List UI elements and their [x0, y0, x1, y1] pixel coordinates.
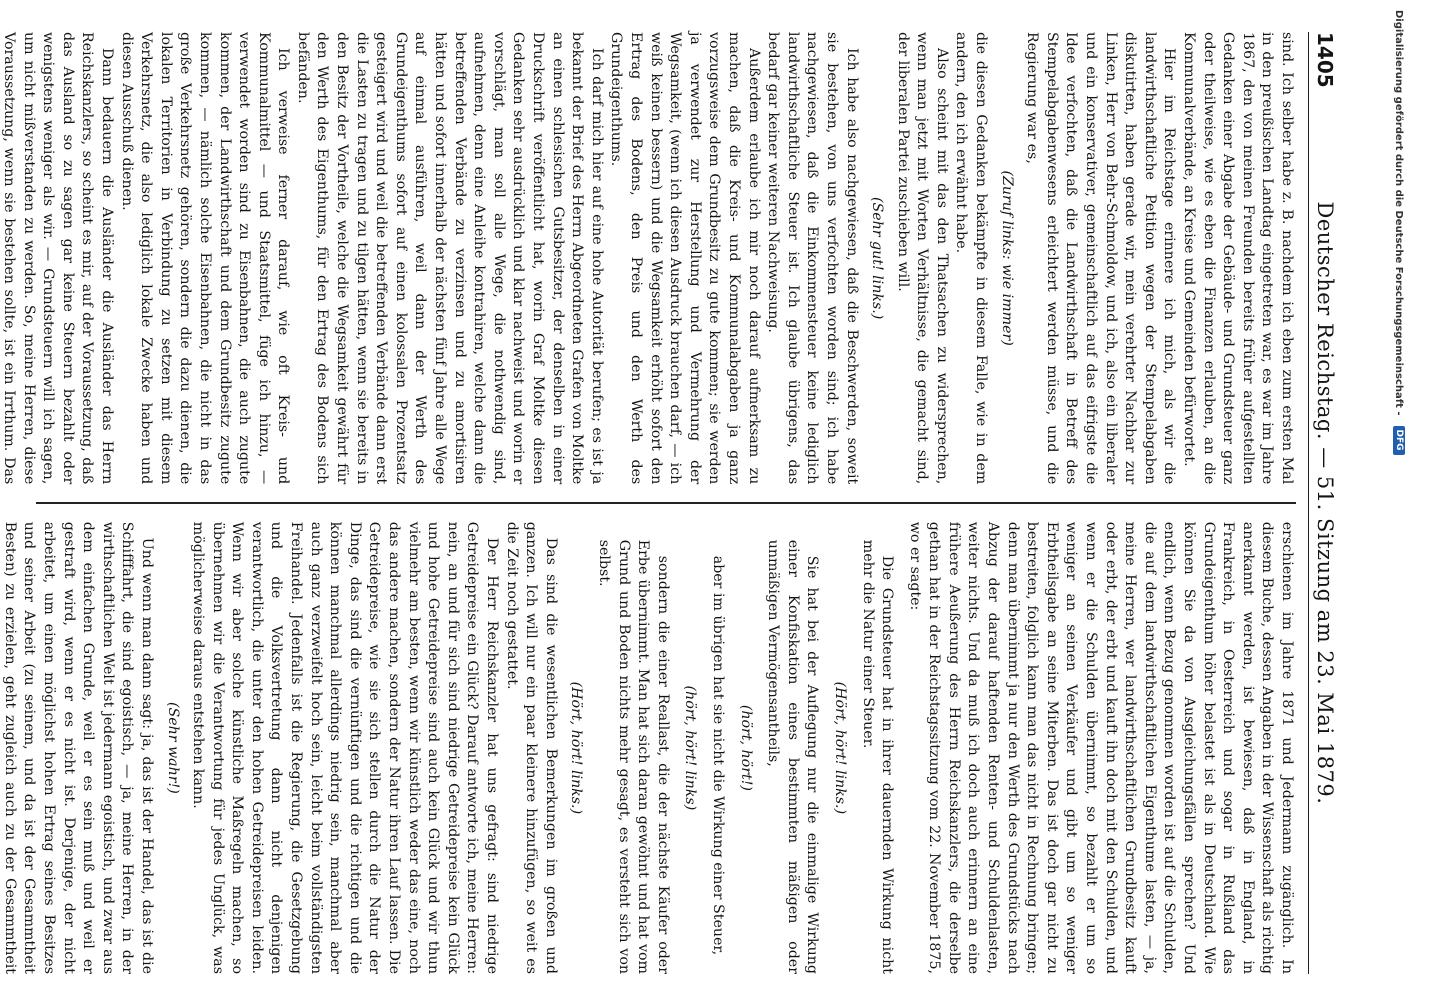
interjection: (Zuruf links: wie immer) — [998, 170, 1015, 346]
paragraph: Dann bedauern die Ausländer die Ausländer das Herrn Reichskanzlers, so scheint es mir, auf der Voraussetzung, daß das Ausland so zu sagen gar keine Steuern bezahlt oder wenigstens weniger als wir. — Grundsteuern will ich sagen, um nicht mißverstanden zu werden. So, meine Herren, diese Voraussetzung, wenn sie bestehen sollte, ist ein Irrthum. Das — [1, 32, 115, 485]
digitization-note-text: Digitalisierung gefördert durch die Deutsche Forschungsgemeinschaft - — [1393, 10, 1405, 416]
paragraph: Der Herr Reichskanzler hat uns gefragt: sind niedrige Getreidepreise ein Glück? Darauf antworte ich, meine Herren: nein, an und für sich sind niedrige Getreidepreise kein Glück und hohe Getreidepreise sind auch kein Glück und wir thun vielmehr am besten, wenn wir künstlich weder das eine, noch das andere machen, sondern der Natur ihren Lauf lassen. Die Getreidepreise, wie sie sich stellen durch die Natur der Dinge, das sind die vernünftigen und die richtigen und die können manchmal allerdings niedrig sein, manchmal aber auch ganz verzweifelt hoch sein, leicht beim vollständigsten Freihandel. Jedenfalls ist die Regierung, die Gesetzgebung und die Volksvertretung dann nicht denjenigen verantwortlich, die unter den hohen Getreidepreisen leiden. Wenn wir aber solche künstliche Maßregeln machen, so übernehmen wir die Verantwortung für jedes Unglück, was möglicherweise daraus entstehen kann. — [190, 521, 501, 974]
paragraph: Hier im Reichstage erinnere ich mich, als wir die landwirthschaftliche Petition wegen der Stempelabgaben diskutirten, haben gerade wir, mein verehrter Nachbar zur Linken, Herr von Behr-Schmoldow, und ich, also ein liberaler und ein konservativer, gemeinschaftlich auf das eifrigste die Idee verfochten, daß die Landwirthschaft in Betreff des Stempelabgabenwesens erleichtert werden müsse, und die Regierung war es, — [1024, 32, 1178, 485]
paragraph: Ich verweise ferner darauf, wie oft Kreis- und Kommunalmittel — und Staatsmittel, füge ich hinzu, — verwendet worden sind zu Eisenbahnen, die auch zugute kommen, der Landwirthschaft und dem Grundbesitz zugute kommen, — nämlich solche Eisenbahnen, die nicht in das große Verkehrsnetz gehören, sondern die dazu dienen, die lokalen Territorien in Verbindung zu setzen mit diesem Verkehrsnetz, die also lediglich lokale Zwecke haben und diesen Ausschuß dienen. — [118, 32, 292, 485]
paragraph: die diesen Gedanken bekämpfte in diesem Falle, wie in dem andern, den ich erwähnt habe. — [953, 32, 990, 485]
left-column — [1, 32, 1296, 485]
digitization-note — [1390, 10, 1408, 980]
paragraph: Ich habe also nachgewiesen, daß die Beschwerden, soweit sie bestehen, von uns verfochten worden sind; ich habe nachgewiesen, daß die Einkommensteuer keine lediglich landwirthschaftliche Steuer ist. Ich glaube übrigens, das bedarf gar keiner weiteren Nachweisung. — [765, 32, 860, 485]
paragraph: Also scheint mit das den Thatsachen zu widersprechen, wenn man jetzt mit Worten Verhältnisse, die gemacht sind, der liberalen Partei zuschieben will. — [894, 32, 950, 485]
quoted-passage: sondern die einer Reallast, die der nächste Käufer oder Erbe übernimmt. Man hat sich daran gewöhnt und hat vom Grund und Boden nichts mehr gesagt, es versteht sich von selbst. — [596, 539, 671, 974]
paragraph: Das sind die wesentlichen Bemerkungen im großen und ganzen. Ich will nur ein paar kleinere hinzufügen, so weit es die Zeit noch gestattet. — [503, 521, 559, 974]
column-divider — [36, 502, 1296, 504]
interjection: (hört, hört!) — [737, 704, 754, 791]
quoted-passage: aber im übrigen hat sie nicht die Wirkung einer Steuer, — [709, 555, 726, 956]
interjection: (hört, hört! links) — [682, 685, 699, 811]
quoted-passage: Sie hat bei der Auflegung nur die einmalige Wirkung einer Konfiskation eines bestimmten mäßigen oder unmäßigen Vermögensantheils, — [765, 539, 821, 974]
interjection: (Hört, hört! links.) — [831, 681, 848, 815]
paragraph: Außerdem erlaube ich mir noch darauf aufmerksam zu machen, daß die Kreis- und Kommunalabgaben ja ganz vorzugsweise dem Grundbesitz zu gute kommen; sie werden ja verwendet zur Herstellung und Vermehrung der Wegsamkeit, (wenn ich diesen Ausdruck brauchen darf, — ich weiß keinen bessern) und die Wegsamkeit erhöht sofort den Ertrag des Bodens, den Preis und den Werth des Grundeigenthums. — [608, 32, 762, 485]
paragraph: Und wenn man dann sagt: ja, das ist der Handel, das ist die Schifffahrt, die sind egoistisch, — ja, meine Herren, in der wirthschaftlichen Welt ist jedermann egoistisch, und zwar aus dem einfachen Grunde, weil er es sein muß und weil er gestraft wird, wenn er es nicht ist. Derjenige, der nicht arbeitet, um einen möglichst hohen Ertrag seines Besitzes und seiner Arbeit (zu seinem, und da ist der Gesammtheit Besten) zu erzielen, geht zugleich auch zu der Gesammtheit — [1, 521, 155, 974]
page-number: 1405 — [1313, 32, 1337, 88]
dfg-logo: DFG — [1393, 426, 1405, 455]
interjection: (Sehr wahr!) — [164, 701, 181, 794]
page-header — [1308, 32, 1348, 974]
running-head: Deutscher Reichstag. — 51. Sitzung am 23. Mai 1879. — [1313, 201, 1337, 805]
text-columns — [1, 32, 1296, 974]
paragraph: Ich darf mich hier auf eine hohe Autorität berufen; es ist ja bekannt der Brief des Herrn Abgeordneten Grafen von Moltke an einen schlesischen Gutsbesitzer, der denselben in einer Druckschrift veröffentlicht hat, worin Graf Moltke diesen Gedanken sehr ausdrücklich und klar nachweist und worin er vorschlägt, man soll alle Wege, die nothwendig sind, aufnehmen, denn eine Anleihe kontrahiren, welche dann die betreffenden Verbände zu verzinsen und zu amortisiren hätten und sofort innerhalb der nächsten fünf Jahre alle Wege auf einmal ausführen, weil dann der Werth des Grundeigenthums sofort auf einen kolossalen Prozentsatz gesteigert wird und weil die betreffenden Verbände dann erst die Lasten zu tragen und zu tilgen hätten, wenn sie bereits in den Besitz der Vortheile, welche die Wegsamkeit gewährt für den Werth des Eigenthums, für den Ertrag des Bodens sich befänden. — [294, 32, 605, 485]
right-column — [1, 521, 1296, 974]
document-page — [1, 6, 1358, 996]
paragraph: sind. Ich selber habe z. B. nachdem ich eben zum ersten Mal in den preußischen Landtag eingetreten war, es war im Jahre 1867, den von meinen Freunden bereits früher aufgestellten Gedanken einer Abgabe der Gebäude- und Grundsteuer ganz oder theilweise, wie es eben die Finanzen erlauben, an die Kommunalverbände, an Kreise und Gemeinden befürwortet. — [1181, 32, 1295, 485]
interjection: (Hört, hört! links.) — [568, 681, 585, 815]
quoted-passage: Die Grundsteuer hat in ihrer dauernden Wirkung nicht mehr die Natur einer Steuer. — [859, 539, 896, 974]
paragraph: erschienen im Jahre 1871 und Jedermann zugänglich. In diesem Buche, dessen Angaben in der Wissenschaft als richtig anerkannt werden, ist bewiesen, daß in England, in Frankreich, in Oesterreich und sogar in Rußland das Grundeigenthum höher belastet ist als in Deutschland. Wie können Sie da von Ausgleichungsfällen sprechen? Und endlich, wenn Bezug genommen worden ist auf die Schulden, die auf dem landwirthschaftlichen Eigenthume lasten, — ja, meine Herren, wer landwirthschaftlichen Grundbesitz kauft oder erbt, der erbt und kauft ihn doch mit den Schulden, und wenn er die Schulden übernimmt, so bezahlt er um so weniger an seinen Verkäufer und gibt um so weniger Erbtheilsgabe an seine Miterben. Das ist doch gar nicht zu bestreiten, folglich kann man das nicht in Rechnung bringen; denn man übernimmt ja nur den Werth des Grundstücks nach Abzug der darauf haftenden Renten- und Schuldenlasten, weiter nichts. Und da muß ich doch auch erinnern an eine frühere Aeußerung des Herrn Reichskanzlers, die derselbe gethan hat in der Reichstagssitzung vom 22. November 1875, wo er sagte: — [906, 521, 1295, 974]
interjection: (Sehr gut! links.) — [869, 196, 886, 320]
